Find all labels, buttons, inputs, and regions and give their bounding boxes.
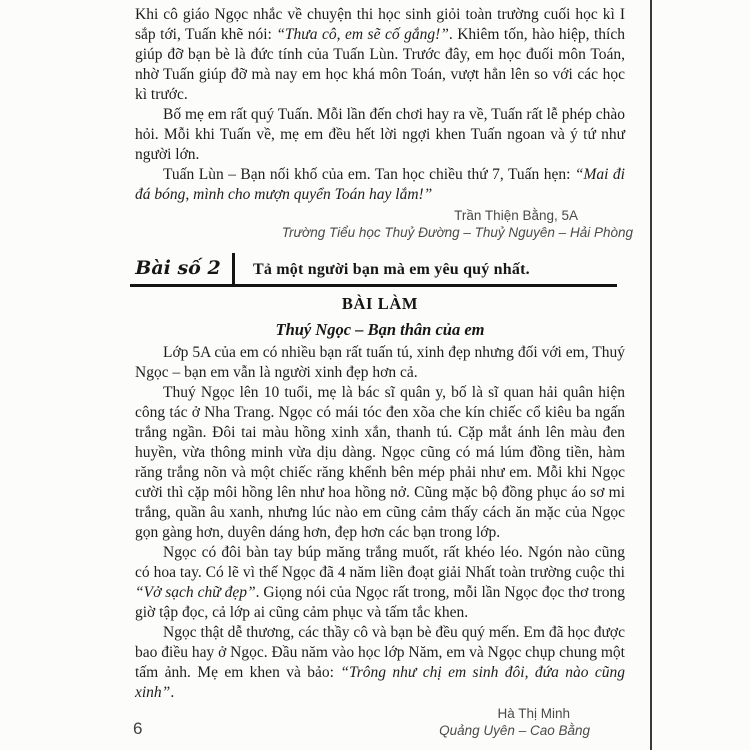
essay2-paragraph-1: Lớp 5A của em có nhiều bạn rất tuấn tú, xinh đẹp nhưng đối với em, Thuý Ngọc – bạn em vẫn là người xinh đẹp hơn cả. bbox=[135, 344, 625, 381]
essay2-paragraph-4 bbox=[135, 623, 625, 703]
text-run: Tuấn Lùn – Bạn nối khố của em. Tan học chiều thứ 7, Tuấn hẹn: bbox=[163, 166, 575, 183]
essay2-paragraph-2: Thuý Ngọc lên 10 tuổi, mẹ là bác sĩ quân y, bố là sĩ quan hải quân hiện công tác ở Nha Trang. Ngọc có mái tóc đen xõa che kín chiếc cổ kiêu ba ngấn trắng ngần. Đôi tai màu hồng xinh xắn, thanh tú. Cặp mắt ánh lên màu đen huyền, vừa thông minh vừa dịu dàng. Ngọc cũng có má lúm đồng tiền, hàm răng trắng nõn và một chiếc răng khểnh bên mép phải như em. Mỗi khi Ngọc cười thì cặp môi hồng lên như hoa hồng nở. Cũng mặc bộ đồng phục áo sơ mi trắng, quần âu xanh, nhưng lúc nào em cũng cảm thấy cách ăn mặc của Ngọc gọn gàng hơn, duyên dáng hơn, đẹp hơn các bạn trong lớp. bbox=[135, 384, 625, 541]
quoted-title: “Vở sạch chữ đẹp” bbox=[135, 584, 256, 601]
quoted-speech: “Thưa cô, em sẽ cố gắng!” bbox=[276, 26, 449, 43]
assignment-header bbox=[130, 253, 617, 287]
essay1-paragraph-1 bbox=[135, 5, 625, 105]
essay1-signature bbox=[135, 207, 633, 241]
text-run: Ngọc thật dễ thương, các thầy cô và bạn bè đều quý mến. Em đã học được bao điều hay ở Ngọc. Đầu năm vào học lớp Năm, em và Ngọc chụp chung một tấm ảnh. Mẹ em khen và bảo: bbox=[135, 624, 625, 681]
author-place: Quảng Uyên – Cao Bằng bbox=[439, 723, 590, 738]
author-name: Trần Thiện Bằng, 5A bbox=[454, 208, 578, 223]
essay-1 bbox=[135, 5, 633, 241]
text-run: . Giọng nói của Ngọc rất trong, mỗi lần Ngọc đọc thơ trong giờ tập đọc, cả lớp ai cũng cảm phục và tấm tắc khen. bbox=[135, 584, 625, 621]
author-school: Trường Tiểu học Thuỷ Đường – Thuỷ Nguyên – Hải Phòng bbox=[281, 225, 633, 240]
quoted-speech: “Trông như chị em sinh đôi, đứa nào cũng xinh” bbox=[135, 664, 625, 701]
page-edge-line bbox=[650, 0, 652, 750]
text-run: . bbox=[170, 684, 175, 701]
text-run: Ngọc có đôi bàn tay búp măng trắng muốt, rất khéo léo. Ngón nào cũng có hoa tay. Có lẽ vì thế Ngọc đã 4 năm liền đoạt giải Nhất toàn trường cuộc thi bbox=[135, 544, 625, 581]
essay2-paragraph-3 bbox=[135, 543, 625, 623]
page-content bbox=[135, 5, 633, 739]
essay2-signature bbox=[135, 705, 625, 739]
essay2-subtitle: Thuý Ngọc – Bạn thân của em bbox=[275, 320, 485, 339]
essay1-paragraph-2: Bố mẹ em rất quý Tuấn. Mỗi lần đến chơi hay ra về, Tuấn rất lễ phép chào hỏi. Mỗi khi Tuấn về, mẹ em đều hết lời ngợi khen Tuấn ngoan và ý tứ như người lớn. bbox=[135, 106, 625, 163]
text-run: Khi cô giáo Ngọc nhắc về chuyện thi học sinh giỏi toàn trường cuối học kì I sắp tới, Tuấn khẽ nói: bbox=[135, 6, 625, 43]
text-run: . Khiêm tốn, hào hiệp, thích giúp đỡ bạn bè là đức tính của Tuấn Lùn. Trước đây, em học đuối môn Toán, nhờ Tuấn giúp đỡ mà nay em học khá môn Toán, vượt hẳn lên so với các học kì trước. bbox=[135, 26, 625, 103]
bai-lam-heading: BÀI LÀM bbox=[341, 294, 419, 313]
essay-2 bbox=[135, 294, 625, 739]
assignment-title: Tả một người bạn mà em yêu quý nhất. bbox=[253, 261, 530, 278]
assignment-number-label: Bài số 2 bbox=[135, 257, 221, 279]
author-name: Hà Thị Minh bbox=[497, 706, 570, 721]
page-number: 6 bbox=[133, 719, 143, 738]
quoted-speech: “Mai đi đá bóng, mình cho mượn quyển Toán hay lắm!” bbox=[135, 166, 625, 203]
essay1-paragraph-3 bbox=[135, 165, 625, 205]
